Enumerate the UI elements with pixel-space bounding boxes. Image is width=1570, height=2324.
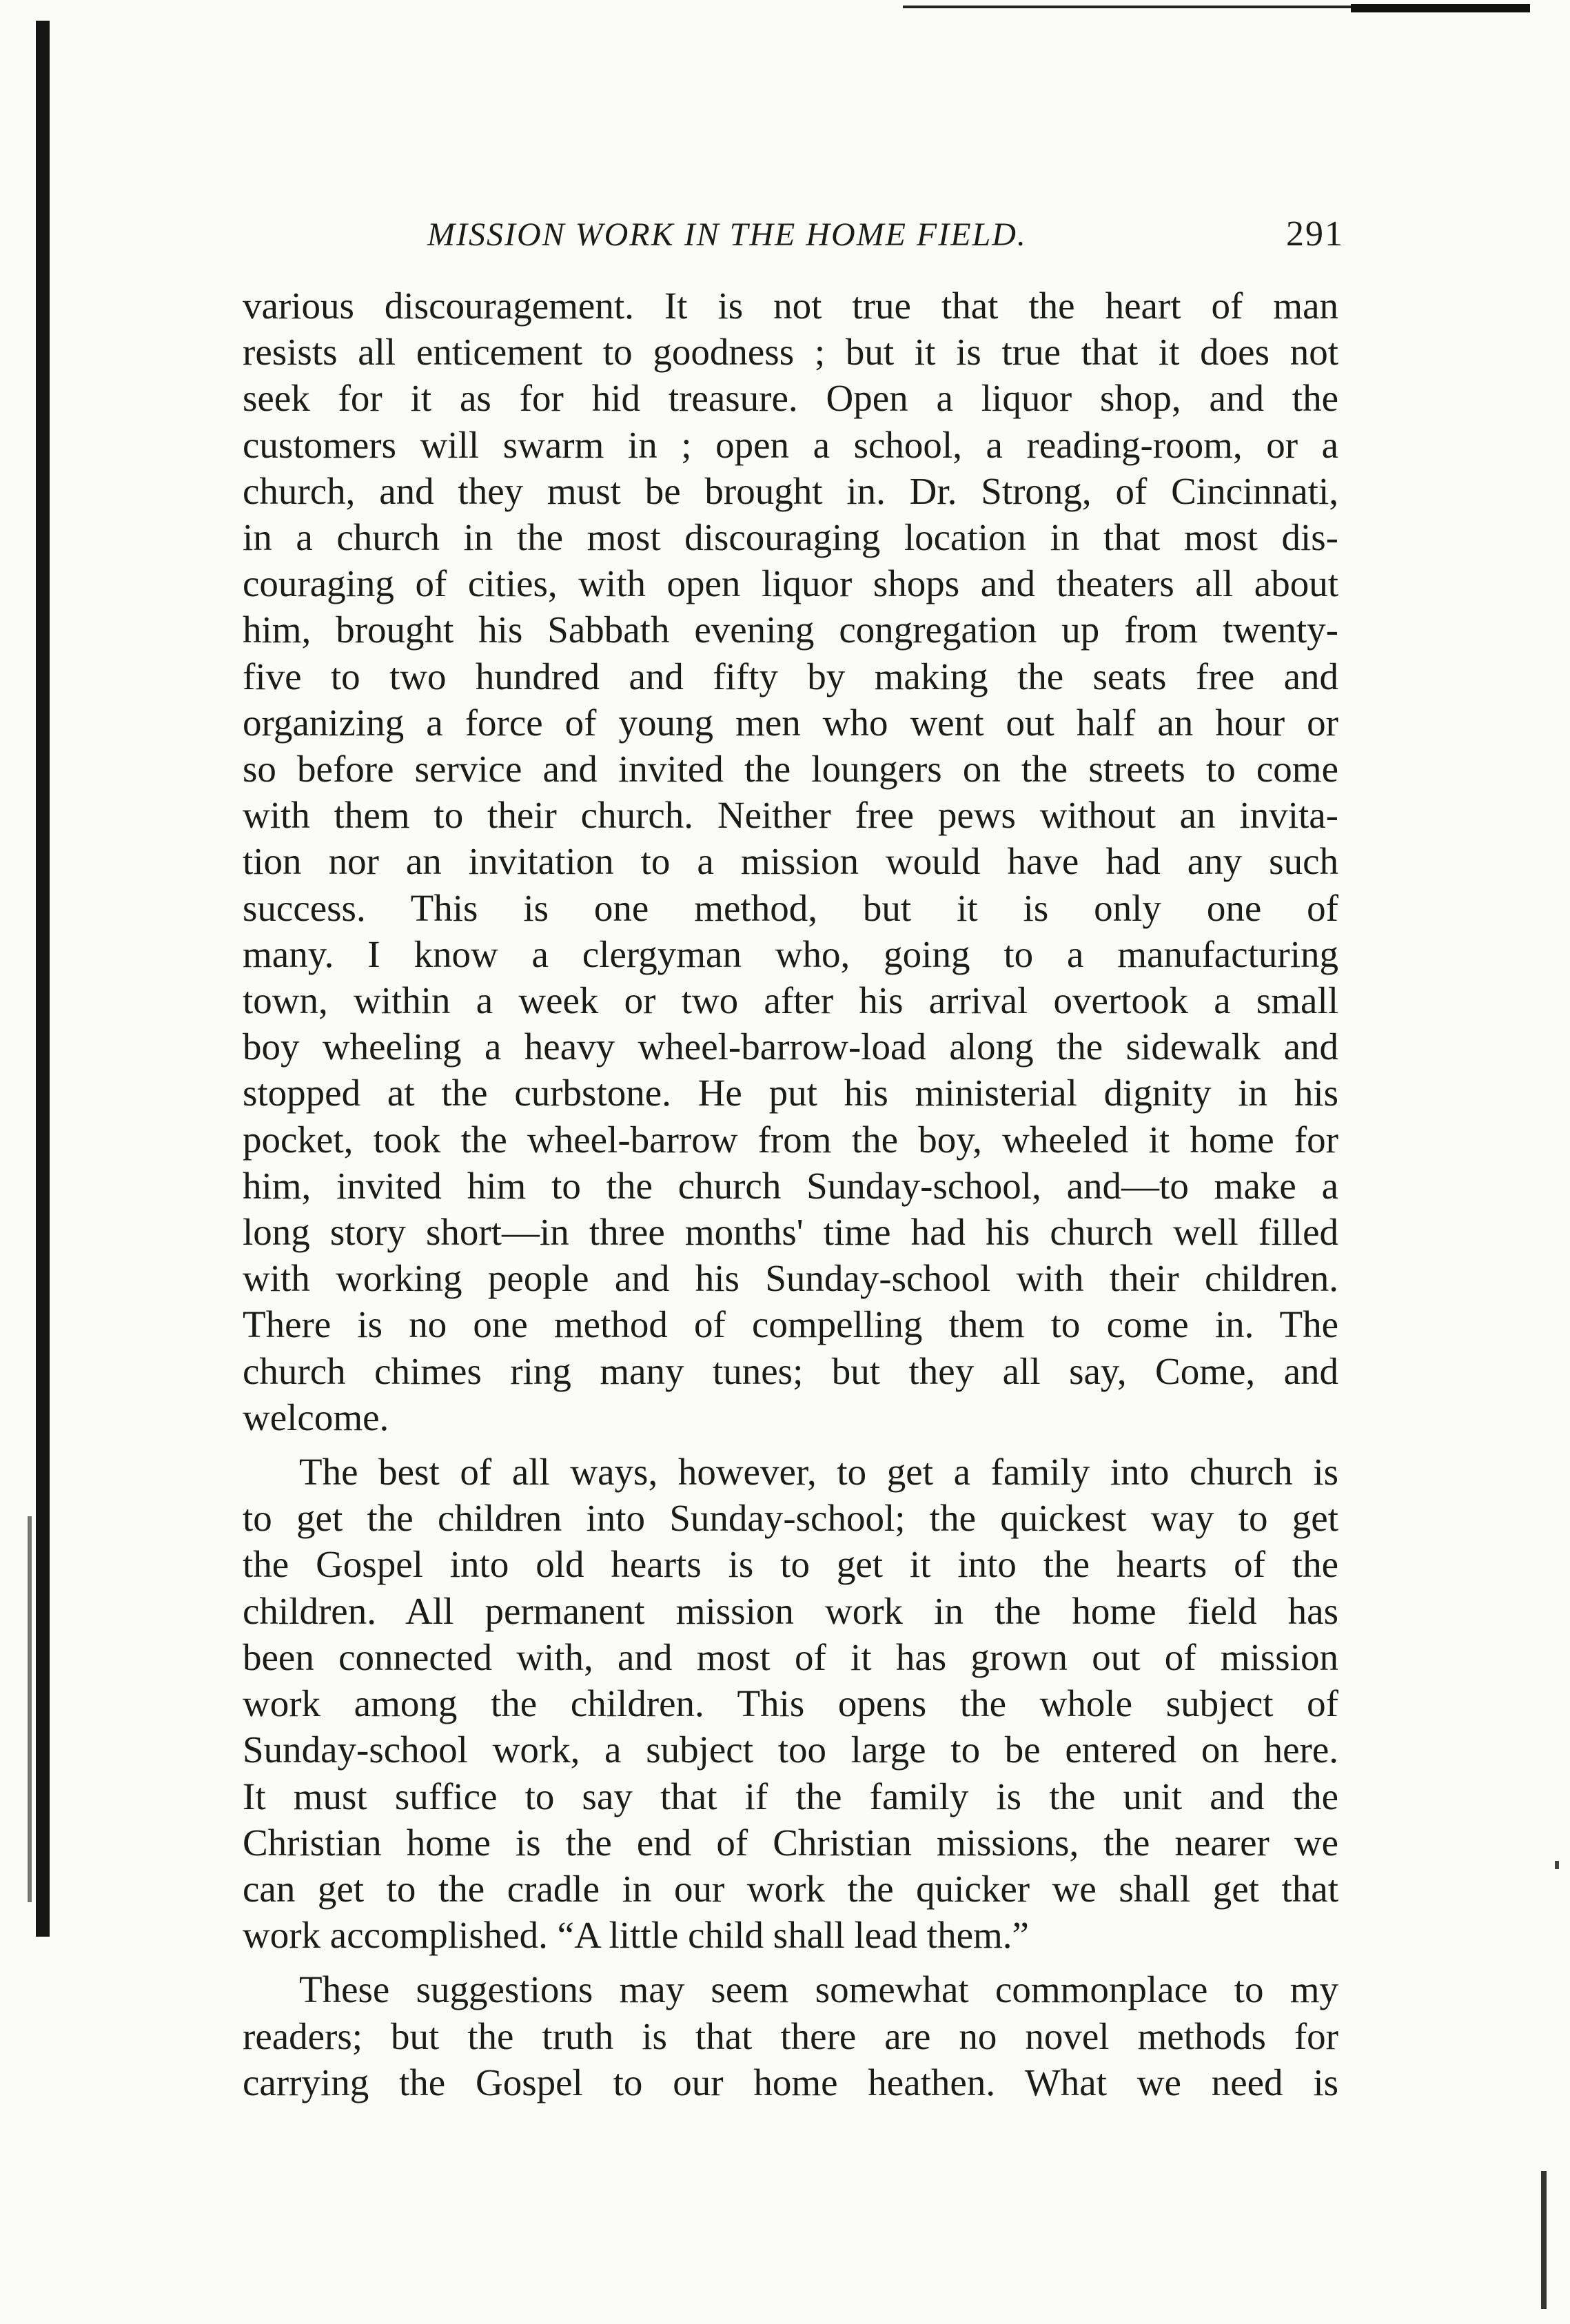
- text-line: Sunday-school work, a subject too large to be entered on here.: [243, 1729, 1338, 1771]
- text-line: in a church in the most discouraging location in that most dis-: [243, 516, 1338, 559]
- text-line: The best of all ways, however, to get a family into church is: [299, 1451, 1338, 1494]
- text-line: These suggestions may seem somewhat commonplace to my: [299, 1968, 1338, 2011]
- top-rule-thick: [1351, 4, 1530, 12]
- text-line: with them to their church. Neither free pews without an invita-: [243, 794, 1338, 837]
- text-line: the Gospel into old hearts is to get it into the hearts of the: [243, 1543, 1338, 1586]
- text-line: church chimes ring many tunes; but they all say, Come, and: [243, 1349, 1338, 1392]
- scan-binding-edge-shadow: [28, 1516, 32, 1902]
- text-line: been connected with, and most of it has grown out of mission: [243, 1635, 1338, 1678]
- text-line: Christian home is the end of Christian missions, the nearer we: [243, 1821, 1338, 1864]
- text-line: five to two hundred and fifty by making the seats free and: [243, 655, 1338, 697]
- text-line: various discouragement. It is not true that the heart of man: [243, 285, 1338, 327]
- text-line: customers will swarm in ; open a school, a reading-room, or a: [243, 423, 1338, 466]
- text-line: many. I know a clergyman who, going to a manufacturing: [243, 932, 1338, 975]
- text-line: to get the children into Sunday-school; the quickest way to get: [243, 1497, 1338, 1540]
- text-line: tion nor an invitation to a mission would have had any such: [243, 840, 1338, 883]
- page-number: 291: [1286, 214, 1344, 254]
- text-line: with working people and his Sunday-school with their children.: [243, 1257, 1338, 1300]
- paragraph-gap: [243, 1958, 1338, 1966]
- running-title: MISSION WORK IN THE HOME FIELD.: [427, 216, 1027, 253]
- text-line: church, and they must be brought in. Dr. Strong, of Cincinnati,: [243, 469, 1338, 512]
- text-line: organizing a force of young men who went out half an hour or: [243, 701, 1338, 744]
- text-line: boy wheeling a heavy wheel-barrow-load along the sidewalk and: [243, 1026, 1338, 1068]
- text-line: success. This is one method, but it is only one of: [243, 886, 1338, 929]
- text-line: welcome.: [243, 1396, 389, 1438]
- text-line: can get to the cradle in our work the quicker we shall get that: [243, 1867, 1338, 1910]
- paragraph: [243, 1966, 1338, 2106]
- text-line: him, brought his Sabbath evening congregation up from twenty-: [243, 609, 1338, 651]
- body-text: [243, 283, 1338, 2106]
- text-line: stopped at the curbstone. He put his ministerial dignity in his: [243, 1072, 1338, 1114]
- text-line: children. All permanent mission work in the home field has: [243, 1589, 1338, 1632]
- text-line: long story short—in three months' time had his church well filled: [243, 1211, 1338, 1254]
- text-line: so before service and invited the loungers on the streets to come: [243, 748, 1338, 791]
- text-line: work accomplished. “A little child shall lead them.”: [243, 1914, 1029, 1957]
- text-line: work among the children. This opens the whole subject of: [243, 1682, 1338, 1725]
- paragraph: [243, 283, 1338, 1440]
- text-line: There is no one method of compelling them to come in. The: [243, 1303, 1338, 1346]
- paragraph: [243, 1449, 1338, 1958]
- paragraph-gap: [243, 1440, 1338, 1449]
- text-line: town, within a week or two after his arrival overtook a small: [243, 979, 1338, 1022]
- scan-page-edge: [1541, 2171, 1547, 2309]
- text-line: carrying the Gospel to our home heathen. What we need is: [243, 2061, 1338, 2103]
- text-line: couraging of cities, with open liquor shops and theaters all about: [243, 562, 1338, 605]
- text-line: pocket, took the wheel-barrow from the boy, wheeled it home for: [243, 1118, 1338, 1161]
- text-line: It must suffice to say that if the family is the unit and the: [243, 1775, 1338, 1817]
- text-line: seek for it as for hid treasure. Open a liquor shop, and the: [243, 377, 1338, 420]
- scan-speck: [1555, 1861, 1559, 1869]
- scan-binding-edge: [36, 21, 50, 1937]
- text-line: readers; but the truth is that there are no novel methods for: [243, 2015, 1338, 2057]
- text-line: him, invited him to the church Sunday-school, and—to make a: [243, 1164, 1338, 1207]
- text-line: resists all enticement to goodness ; but it is true that it does not: [243, 331, 1338, 374]
- running-head: [241, 214, 1344, 262]
